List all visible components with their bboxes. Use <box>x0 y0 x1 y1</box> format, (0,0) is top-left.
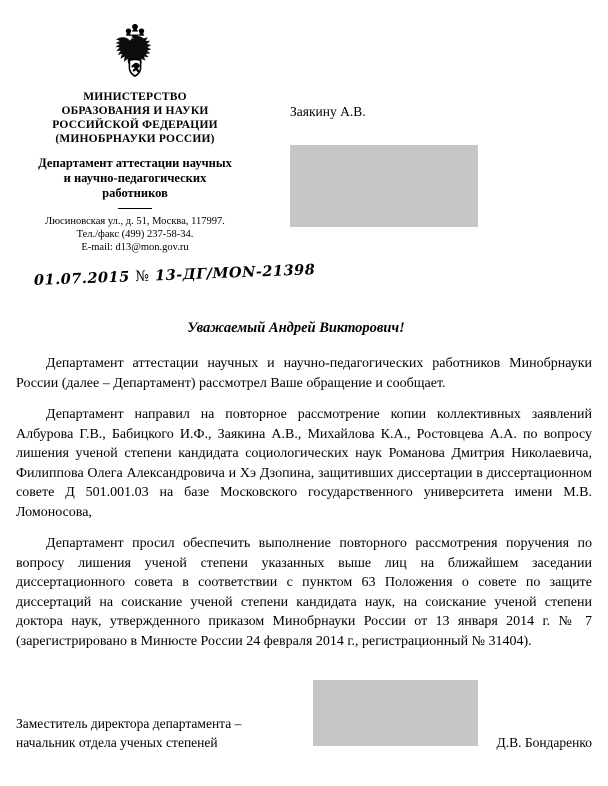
signer-title-line-1: Заместитель директора департамента – <box>16 716 242 731</box>
paragraph: Департамент направил на повторное рассмотрение копии коллективных заявлений Албурова Г.В., Бабицкого И.Ф., Заякина А.В., Михайлова К.А., Ростовцева А.А. по вопросу лишения ученой степени кандидата социологических наук Романова Дмитрия Николаевича, Филиппова Олега Александровича и Хэ Дзопина, защитивших диссертации в диссертационном совете Д 501.001.03 на базе Московского государственного университета имени М.В. Ломоносова, <box>16 407 592 520</box>
ministry-line-1: МИНИСТЕРСТВО <box>83 91 187 103</box>
date-and-number-line <box>33 261 316 294</box>
paragraph: Департамент просил обеспечить выполнение повторного рассмотрения поручения по вопросу лишения ученой степени указанных выше лиц на ближайшем заседании диссертационного совета в соответствии с пунктом 63 Положения о совете по защите диссертаций на соискание ученой степени кандидата наук, на соискание ученой степени доктора наук, утвержденного приказом Минобрнауки России от 13 января 2014 г. № 7 (зарегистрировано в Минюсте России 24 февраля 2014 г., регистрационный № 31404). <box>16 536 592 649</box>
contact-block <box>0 215 270 254</box>
signer-title <box>16 714 346 752</box>
signer-name: Д.В. Бондаренко <box>496 735 592 750</box>
paragraph: Департамент аттестации научных и научно-педагогических работников Минобрнауки России (далее – Департамент) рассмотрел Ваше обращение и сообщает. <box>16 356 592 391</box>
phone-number: Тел./факс (499) 237-58-34. <box>76 229 194 240</box>
department-line-1: Департамент аттестации научных <box>38 156 232 170</box>
ministry-line-3: РОССИЙСКОЙ ФЕДЕРАЦИИ <box>52 119 218 131</box>
department-name <box>0 156 270 201</box>
ministry-line-2: ОБРАЗОВАНИЯ И НАУКИ <box>61 105 209 117</box>
signer-title-line-2: начальник отдела ученых степеней <box>16 735 218 750</box>
department-line-2: и научно-педагогических <box>63 171 207 185</box>
letter-body <box>16 354 592 651</box>
ministry-name <box>0 90 270 146</box>
postal-address: Люсиновская ул., д. 51, Москва, 117997. <box>45 216 225 227</box>
email-address: E-mail: d13@mon.gov.ru <box>81 242 189 253</box>
redacted-address-block <box>290 145 478 227</box>
signature-block <box>16 714 592 752</box>
russian-coat-of-arms-icon <box>108 22 162 84</box>
handwritten-date-number <box>34 261 316 289</box>
department-line-3: работников <box>102 186 168 200</box>
letter-number: 13-ДГ/MON-21398 <box>154 261 316 285</box>
divider <box>118 208 152 209</box>
addressee-name: Заякину А.В. <box>290 104 366 119</box>
letterhead <box>0 22 270 254</box>
letter-date: 01.07.2015 <box>33 268 131 289</box>
salutation: Уважаемый Андрей Викторович! <box>187 320 405 336</box>
ministry-line-4: (МИНОБРНАУКИ РОССИИ) <box>55 133 215 145</box>
number-symbol: № <box>135 268 150 286</box>
